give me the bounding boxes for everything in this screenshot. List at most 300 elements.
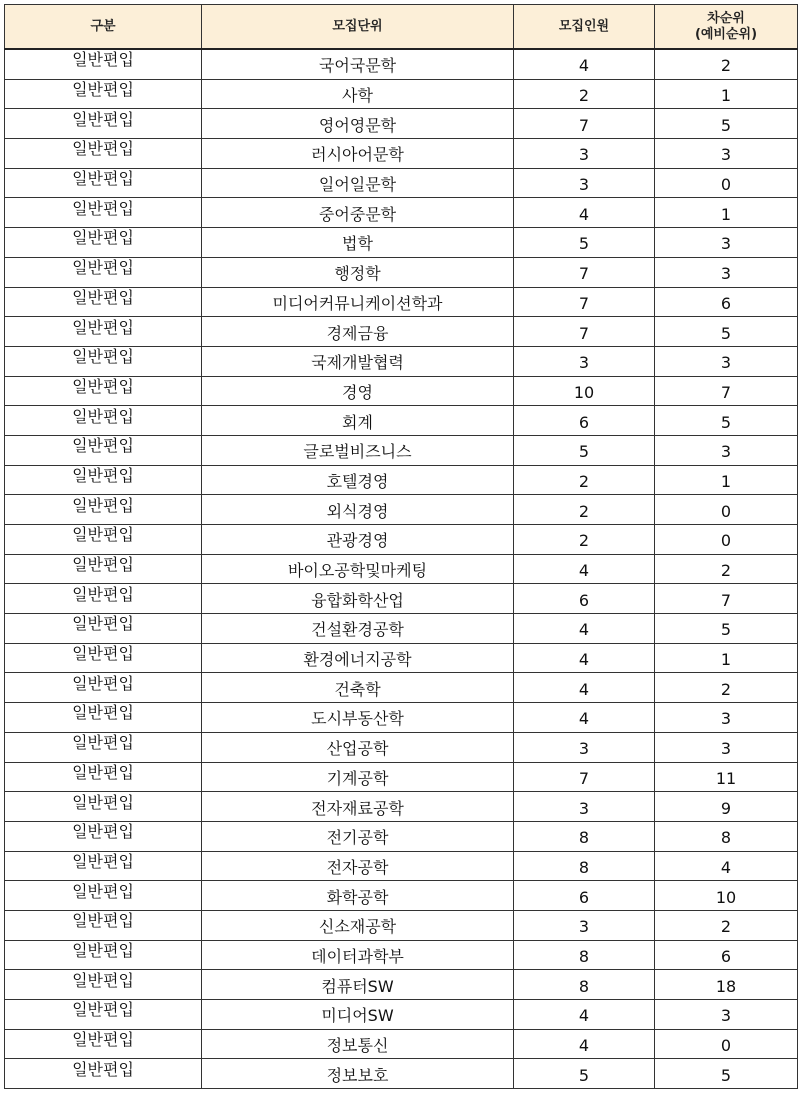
cell-type bbox=[5, 49, 202, 79]
cell-quota-text: 4 bbox=[578, 204, 590, 224]
cell-rank-text: 2 bbox=[720, 679, 732, 699]
table-row bbox=[5, 465, 798, 495]
cell-unit bbox=[202, 198, 514, 228]
cell-rank bbox=[655, 346, 798, 376]
cell-type-text: 일반편입 bbox=[72, 644, 134, 664]
cell-quota bbox=[514, 643, 655, 673]
table-row bbox=[5, 851, 798, 881]
table-row bbox=[5, 346, 798, 376]
cell-type bbox=[5, 435, 202, 465]
cell-quota-text: 8 bbox=[578, 828, 590, 848]
cell-type bbox=[5, 228, 202, 258]
cell-unit-text: 외식경영 bbox=[326, 501, 389, 521]
cell-unit-text: 데이터과학부 bbox=[311, 946, 404, 966]
cell-quota-text: 5 bbox=[578, 234, 590, 254]
cell-type-text: 일반편입 bbox=[72, 139, 134, 159]
cell-type bbox=[5, 851, 202, 881]
cell-quota-text: 2 bbox=[578, 501, 590, 521]
cell-rank-text: 0 bbox=[720, 501, 732, 521]
table-row bbox=[5, 970, 798, 1000]
cell-unit-text: 미디어커뮤니케이션학과 bbox=[272, 293, 443, 313]
cell-type-text: 일반편입 bbox=[72, 1059, 134, 1079]
table-row bbox=[5, 762, 798, 792]
cell-quota bbox=[514, 614, 655, 644]
cell-type bbox=[5, 287, 202, 317]
cell-unit-text: 호텔경영 bbox=[326, 471, 389, 491]
cell-quota bbox=[514, 584, 655, 614]
cell-quota-text: 6 bbox=[578, 412, 590, 432]
table-row bbox=[5, 287, 798, 317]
cell-quota-text: 3 bbox=[578, 353, 590, 373]
cell-quota-text: 4 bbox=[578, 709, 590, 729]
cell-quota-text: 10 bbox=[573, 382, 595, 402]
cell-quota bbox=[514, 1029, 655, 1059]
cell-type-text: 일반편입 bbox=[72, 911, 134, 931]
cell-quota bbox=[514, 198, 655, 228]
cell-rank-text: 9 bbox=[720, 798, 732, 818]
cell-unit bbox=[202, 762, 514, 792]
cell-rank bbox=[655, 435, 798, 465]
cell-type-text: 일반편입 bbox=[72, 228, 134, 248]
table-row bbox=[5, 1029, 798, 1059]
cell-rank bbox=[655, 673, 798, 703]
cell-rank bbox=[655, 495, 798, 525]
cell-rank-text: 7 bbox=[720, 382, 732, 402]
cell-unit bbox=[202, 168, 514, 198]
cell-quota-text: 4 bbox=[578, 56, 590, 76]
cell-type-text: 일반편입 bbox=[72, 555, 134, 575]
cell-rank bbox=[655, 614, 798, 644]
table-row bbox=[5, 525, 798, 555]
cell-rank-text: 10 bbox=[715, 887, 737, 907]
cell-quota-text: 7 bbox=[578, 264, 590, 284]
cell-type-text: 일반편입 bbox=[72, 198, 134, 218]
cell-unit bbox=[202, 881, 514, 911]
table-row bbox=[5, 792, 798, 822]
cell-unit bbox=[202, 228, 514, 258]
cell-type-text: 일반편입 bbox=[72, 1030, 134, 1050]
cell-quota-text: 2 bbox=[578, 86, 590, 106]
cell-type-text: 일반편입 bbox=[72, 317, 134, 337]
cell-quota bbox=[514, 317, 655, 347]
cell-rank bbox=[655, 376, 798, 406]
cell-rank-text: 5 bbox=[720, 1065, 732, 1085]
cell-quota bbox=[514, 435, 655, 465]
cell-rank-text: 3 bbox=[720, 353, 732, 373]
cell-type-text: 일반편입 bbox=[72, 673, 134, 693]
cell-rank bbox=[655, 910, 798, 940]
table-body bbox=[5, 49, 798, 1089]
cell-rank bbox=[655, 406, 798, 436]
cell-unit bbox=[202, 970, 514, 1000]
cell-type bbox=[5, 168, 202, 198]
cell-rank-text: 18 bbox=[715, 976, 737, 996]
admission-table bbox=[4, 4, 798, 1089]
cell-unit-text: 정보보호 bbox=[326, 1065, 389, 1085]
cell-type-text: 일반편입 bbox=[72, 733, 134, 753]
cell-unit-text: 글로벌비즈니스 bbox=[303, 442, 412, 462]
table-row bbox=[5, 910, 798, 940]
cell-type bbox=[5, 554, 202, 584]
cell-unit-text: 신소재공학 bbox=[318, 917, 397, 937]
cell-quota-text: 7 bbox=[578, 323, 590, 343]
cell-type bbox=[5, 584, 202, 614]
table-row bbox=[5, 139, 798, 169]
cell-rank bbox=[655, 970, 798, 1000]
cell-quota bbox=[514, 109, 655, 139]
cell-unit bbox=[202, 287, 514, 317]
cell-rank-text: 4 bbox=[720, 857, 732, 877]
cell-rank-text: 2 bbox=[720, 917, 732, 937]
table-row bbox=[5, 584, 798, 614]
cell-unit bbox=[202, 49, 514, 79]
cell-type-text: 일반편입 bbox=[72, 80, 134, 100]
cell-unit bbox=[202, 643, 514, 673]
cell-quota-text: 7 bbox=[578, 115, 590, 135]
header-rank-line1: 차순위 bbox=[707, 10, 745, 26]
cell-unit-text: 경제금융 bbox=[326, 323, 389, 343]
cell-quota-text: 4 bbox=[578, 1006, 590, 1026]
cell-rank bbox=[655, 554, 798, 584]
table-row bbox=[5, 643, 798, 673]
cell-type-text: 일반편입 bbox=[72, 851, 134, 871]
cell-rank-text: 3 bbox=[720, 145, 732, 165]
cell-type-text: 일반편입 bbox=[72, 376, 134, 396]
cell-quota-text: 2 bbox=[578, 531, 590, 551]
cell-quota bbox=[514, 376, 655, 406]
cell-type-text: 일반편입 bbox=[72, 822, 134, 842]
cell-type bbox=[5, 1029, 202, 1059]
cell-unit-text: 국어국문학 bbox=[318, 56, 397, 76]
cell-rank bbox=[655, 287, 798, 317]
cell-type-text: 일반편입 bbox=[72, 50, 134, 70]
cell-unit bbox=[202, 376, 514, 406]
cell-quota bbox=[514, 465, 655, 495]
cell-rank bbox=[655, 465, 798, 495]
cell-type bbox=[5, 732, 202, 762]
table-row bbox=[5, 940, 798, 970]
cell-type bbox=[5, 139, 202, 169]
cell-rank-text: 1 bbox=[720, 86, 732, 106]
cell-quota bbox=[514, 168, 655, 198]
cell-rank-text: 3 bbox=[720, 264, 732, 284]
cell-rank-text: 5 bbox=[720, 412, 732, 432]
cell-type-text: 일반편입 bbox=[72, 406, 134, 426]
cell-type-text: 일반편입 bbox=[72, 881, 134, 901]
table-row bbox=[5, 881, 798, 911]
table-row bbox=[5, 821, 798, 851]
cell-unit-text: 기계공학 bbox=[326, 768, 389, 788]
cell-type-text: 일반편입 bbox=[72, 940, 134, 960]
cell-quota bbox=[514, 554, 655, 584]
cell-type bbox=[5, 703, 202, 733]
cell-unit-text: 행정학 bbox=[334, 264, 381, 284]
cell-rank bbox=[655, 1059, 798, 1089]
cell-quota bbox=[514, 851, 655, 881]
cell-rank bbox=[655, 584, 798, 614]
cell-unit-text: 전자재료공학 bbox=[311, 798, 404, 818]
cell-rank-text: 3 bbox=[720, 442, 732, 462]
cell-quota-text: 7 bbox=[578, 768, 590, 788]
cell-unit bbox=[202, 435, 514, 465]
cell-type bbox=[5, 821, 202, 851]
cell-rank-text: 5 bbox=[720, 115, 732, 135]
cell-type bbox=[5, 79, 202, 109]
table-row bbox=[5, 109, 798, 139]
table-row bbox=[5, 1059, 798, 1089]
cell-rank-text: 1 bbox=[720, 650, 732, 670]
cell-rank-text: 3 bbox=[720, 709, 732, 729]
cell-type bbox=[5, 109, 202, 139]
cell-rank-text: 0 bbox=[720, 531, 732, 551]
table-row bbox=[5, 257, 798, 287]
cell-rank bbox=[655, 1000, 798, 1030]
cell-unit bbox=[202, 703, 514, 733]
cell-unit-text: 전기공학 bbox=[326, 828, 389, 848]
table-row bbox=[5, 495, 798, 525]
cell-unit bbox=[202, 614, 514, 644]
cell-unit-text: 관광경영 bbox=[326, 531, 389, 551]
cell-unit-text: 정보통신 bbox=[326, 1036, 389, 1056]
cell-type bbox=[5, 1059, 202, 1089]
cell-rank bbox=[655, 257, 798, 287]
cell-quota-text: 5 bbox=[578, 1065, 590, 1085]
cell-rank-text: 1 bbox=[720, 204, 732, 224]
cell-type-text: 일반편입 bbox=[72, 109, 134, 129]
cell-quota bbox=[514, 792, 655, 822]
table-row bbox=[5, 732, 798, 762]
table-row bbox=[5, 79, 798, 109]
cell-type bbox=[5, 406, 202, 436]
header-type: 구분 bbox=[5, 5, 202, 50]
table-row bbox=[5, 435, 798, 465]
table-row bbox=[5, 406, 798, 436]
cell-quota bbox=[514, 346, 655, 376]
cell-type-text: 일반편입 bbox=[72, 762, 134, 782]
cell-unit-text: 법학 bbox=[342, 234, 373, 254]
cell-unit-text: 일어일문학 bbox=[318, 175, 397, 195]
cell-unit bbox=[202, 317, 514, 347]
cell-rank-text: 5 bbox=[720, 620, 732, 640]
cell-rank-text: 3 bbox=[720, 739, 732, 759]
cell-unit bbox=[202, 109, 514, 139]
cell-unit bbox=[202, 139, 514, 169]
cell-quota bbox=[514, 525, 655, 555]
cell-unit-text: 미디어SW bbox=[321, 1006, 394, 1026]
cell-unit bbox=[202, 554, 514, 584]
cell-unit bbox=[202, 406, 514, 436]
cell-unit bbox=[202, 792, 514, 822]
cell-unit bbox=[202, 346, 514, 376]
cell-rank bbox=[655, 198, 798, 228]
cell-type bbox=[5, 1000, 202, 1030]
cell-type-text: 일반편입 bbox=[72, 703, 134, 723]
cell-quota-text: 8 bbox=[578, 946, 590, 966]
cell-unit bbox=[202, 1029, 514, 1059]
cell-rank bbox=[655, 228, 798, 258]
cell-quota bbox=[514, 762, 655, 792]
cell-type-text: 일반편입 bbox=[72, 792, 134, 812]
cell-type bbox=[5, 910, 202, 940]
cell-quota bbox=[514, 287, 655, 317]
cell-type-text: 일반편입 bbox=[72, 525, 134, 545]
cell-quota-text: 8 bbox=[578, 976, 590, 996]
cell-type bbox=[5, 317, 202, 347]
cell-quota-text: 4 bbox=[578, 679, 590, 699]
cell-quota bbox=[514, 910, 655, 940]
cell-rank-text: 3 bbox=[720, 234, 732, 254]
cell-unit-text: 건설환경공학 bbox=[311, 620, 404, 640]
header-rank-line2: (예비순위) bbox=[694, 26, 758, 42]
cell-rank bbox=[655, 732, 798, 762]
cell-type bbox=[5, 762, 202, 792]
cell-quota bbox=[514, 139, 655, 169]
cell-rank bbox=[655, 940, 798, 970]
cell-quota bbox=[514, 1000, 655, 1030]
cell-unit-text: 컴퓨터SW bbox=[321, 976, 394, 996]
table-row bbox=[5, 198, 798, 228]
cell-type bbox=[5, 643, 202, 673]
header-rank bbox=[655, 5, 798, 50]
cell-quota bbox=[514, 1059, 655, 1089]
header-unit: 모집단위 bbox=[202, 5, 514, 50]
cell-unit bbox=[202, 525, 514, 555]
cell-quota-text: 3 bbox=[578, 175, 590, 195]
cell-unit-text: 산업공학 bbox=[326, 739, 389, 759]
cell-quota bbox=[514, 257, 655, 287]
cell-rank bbox=[655, 79, 798, 109]
cell-type bbox=[5, 465, 202, 495]
cell-unit bbox=[202, 673, 514, 703]
cell-type-text: 일반편입 bbox=[72, 970, 134, 990]
cell-rank bbox=[655, 49, 798, 79]
cell-rank-text: 0 bbox=[720, 1036, 732, 1056]
cell-rank bbox=[655, 881, 798, 911]
cell-unit-text: 환경에너지공학 bbox=[303, 650, 412, 670]
cell-type-text: 일반편입 bbox=[72, 347, 134, 367]
cell-type-text: 일반편입 bbox=[72, 169, 134, 189]
cell-type-text: 일반편입 bbox=[72, 465, 134, 485]
cell-quota-text: 3 bbox=[578, 917, 590, 937]
cell-rank bbox=[655, 139, 798, 169]
cell-rank bbox=[655, 317, 798, 347]
cell-quota bbox=[514, 228, 655, 258]
cell-quota-text: 2 bbox=[578, 471, 590, 491]
cell-type bbox=[5, 792, 202, 822]
cell-quota bbox=[514, 821, 655, 851]
cell-quota-text: 6 bbox=[578, 590, 590, 610]
cell-type-text: 일반편입 bbox=[72, 287, 134, 307]
cell-unit bbox=[202, 1000, 514, 1030]
cell-unit-text: 러시아어문학 bbox=[311, 145, 404, 165]
cell-rank bbox=[655, 851, 798, 881]
cell-unit bbox=[202, 584, 514, 614]
cell-quota bbox=[514, 881, 655, 911]
cell-unit-text: 사학 bbox=[342, 86, 373, 106]
cell-type bbox=[5, 376, 202, 406]
cell-unit bbox=[202, 821, 514, 851]
cell-quota-text: 7 bbox=[578, 293, 590, 313]
table-row bbox=[5, 49, 798, 79]
cell-rank bbox=[655, 762, 798, 792]
table-row bbox=[5, 376, 798, 406]
cell-unit-text: 융합화학산업 bbox=[311, 590, 404, 610]
cell-type bbox=[5, 257, 202, 287]
cell-rank-text: 8 bbox=[720, 828, 732, 848]
cell-unit bbox=[202, 257, 514, 287]
cell-rank-text: 11 bbox=[715, 768, 737, 788]
table-row bbox=[5, 554, 798, 584]
table-row bbox=[5, 317, 798, 347]
cell-quota-text: 4 bbox=[578, 1036, 590, 1056]
cell-quota bbox=[514, 79, 655, 109]
cell-unit-text: 국제개발협력 bbox=[311, 353, 404, 373]
cell-type bbox=[5, 525, 202, 555]
cell-type-text: 일반편입 bbox=[72, 584, 134, 604]
table-row bbox=[5, 228, 798, 258]
cell-rank bbox=[655, 821, 798, 851]
cell-type-text: 일반편입 bbox=[72, 495, 134, 515]
cell-type bbox=[5, 881, 202, 911]
cell-unit-text: 중어중문학 bbox=[318, 204, 397, 224]
cell-unit bbox=[202, 465, 514, 495]
cell-rank bbox=[655, 525, 798, 555]
cell-unit-text: 화학공학 bbox=[326, 887, 389, 907]
cell-type bbox=[5, 940, 202, 970]
cell-quota-text: 3 bbox=[578, 739, 590, 759]
cell-rank-text: 7 bbox=[720, 590, 732, 610]
cell-rank bbox=[655, 168, 798, 198]
cell-quota-text: 8 bbox=[578, 857, 590, 877]
cell-rank-text: 6 bbox=[720, 293, 732, 313]
cell-quota-text: 4 bbox=[578, 561, 590, 581]
cell-rank bbox=[655, 643, 798, 673]
cell-quota bbox=[514, 673, 655, 703]
cell-rank-text: 2 bbox=[720, 561, 732, 581]
cell-unit bbox=[202, 495, 514, 525]
cell-unit-text: 영어영문학 bbox=[318, 115, 397, 135]
cell-unit bbox=[202, 732, 514, 762]
cell-type-text: 일반편입 bbox=[72, 258, 134, 278]
cell-unit-text: 바이오공학및마케팅 bbox=[287, 561, 428, 581]
cell-type bbox=[5, 673, 202, 703]
cell-type bbox=[5, 970, 202, 1000]
cell-rank bbox=[655, 1029, 798, 1059]
cell-quota-text: 3 bbox=[578, 798, 590, 818]
cell-type-text: 일반편입 bbox=[72, 436, 134, 456]
cell-quota-text: 4 bbox=[578, 620, 590, 640]
cell-unit bbox=[202, 79, 514, 109]
cell-unit-text: 경영 bbox=[342, 382, 373, 402]
table-row bbox=[5, 168, 798, 198]
cell-rank-text: 1 bbox=[720, 471, 732, 491]
cell-type bbox=[5, 614, 202, 644]
cell-rank bbox=[655, 703, 798, 733]
cell-type bbox=[5, 198, 202, 228]
cell-type bbox=[5, 495, 202, 525]
cell-unit-text: 회계 bbox=[342, 412, 373, 432]
cell-unit bbox=[202, 940, 514, 970]
cell-unit bbox=[202, 910, 514, 940]
cell-rank-text: 6 bbox=[720, 946, 732, 966]
cell-rank-text: 0 bbox=[720, 175, 732, 195]
table-row bbox=[5, 703, 798, 733]
cell-rank bbox=[655, 792, 798, 822]
table-row bbox=[5, 673, 798, 703]
header-row bbox=[5, 5, 798, 50]
cell-rank bbox=[655, 109, 798, 139]
table-row bbox=[5, 614, 798, 644]
